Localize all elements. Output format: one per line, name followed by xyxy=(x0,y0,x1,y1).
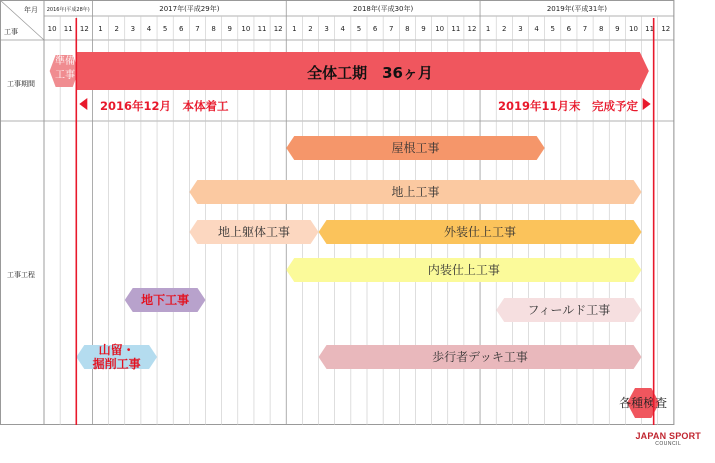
logo-line-2: COUNCIL xyxy=(655,441,682,447)
task-label: 内装仕上工事 xyxy=(427,263,500,277)
month-label: 2 xyxy=(308,25,313,33)
task-label: 地上工事 xyxy=(391,185,440,199)
month-label: 7 xyxy=(582,25,588,33)
month-label: 3 xyxy=(518,25,523,33)
month-label: 9 xyxy=(615,25,620,33)
month-label: 9 xyxy=(421,25,426,33)
month-label: 5 xyxy=(356,25,362,33)
month-label: 9 xyxy=(227,25,232,33)
month-label: 10 xyxy=(47,25,57,33)
month-label: 11 xyxy=(63,25,73,33)
month-label: 12 xyxy=(467,25,477,33)
month-label: 8 xyxy=(598,25,604,33)
month-label: 4 xyxy=(146,25,152,33)
month-label: 2 xyxy=(114,25,119,33)
task-label: 掘削工事 xyxy=(92,357,141,371)
start-marker-icon xyxy=(79,98,87,110)
task-label: フィールド工事 xyxy=(527,303,611,317)
start-label: 2016年12月 本体着工 xyxy=(100,99,229,113)
month-label: 10 xyxy=(435,25,445,33)
prep-work-label-1: 準備 xyxy=(55,56,75,67)
task-label: 屋根工事 xyxy=(391,141,440,155)
corner-label-bottom: 工事 xyxy=(4,28,18,36)
month-label: 2 xyxy=(502,25,507,33)
month-label: 12 xyxy=(79,25,89,33)
period-row-label: 工事期間 xyxy=(7,80,35,88)
month-label: 12 xyxy=(273,25,283,33)
task-bars xyxy=(76,136,667,418)
corner-label-top: 年月 xyxy=(24,6,38,14)
month-label: 7 xyxy=(388,25,394,33)
month-label: 10 xyxy=(629,25,638,33)
month-label: 8 xyxy=(405,25,410,33)
month-label: 3 xyxy=(130,25,136,33)
month-label: 6 xyxy=(566,25,572,33)
month-label: 4 xyxy=(534,25,539,33)
prep-work-label-2: 工事 xyxy=(55,70,75,81)
month-label: 11 xyxy=(645,25,655,33)
month-label: 4 xyxy=(340,25,346,33)
japan-sport-council-logo xyxy=(635,431,701,447)
month-label: 6 xyxy=(372,25,378,33)
total-period-label: 全体工期 36ヶ月 xyxy=(307,64,433,82)
year-label: 2018年(平成30年) xyxy=(353,5,414,13)
month-label: 3 xyxy=(324,25,329,33)
month-label: 5 xyxy=(162,25,168,33)
month-label: 8 xyxy=(211,25,216,33)
task-label: 山留・ xyxy=(98,343,135,357)
month-label: 6 xyxy=(179,25,184,33)
month-label: 11 xyxy=(257,25,267,33)
task-label: 地下工事 xyxy=(141,293,190,307)
task-label: 歩行者デッキ工事 xyxy=(432,350,528,364)
month-label: 1 xyxy=(292,25,297,33)
timeline-header xyxy=(4,4,670,36)
task-label: 各種検査 xyxy=(619,396,668,410)
end-label: 2019年11月末 完成予定 xyxy=(497,99,638,113)
construction-period-row xyxy=(7,52,651,113)
year-label: 2016年(平成28年) xyxy=(46,7,90,13)
month-label: 5 xyxy=(550,25,555,33)
month-label: 7 xyxy=(195,25,200,33)
year-label: 2019年(平成31年) xyxy=(546,5,608,13)
month-label: 1 xyxy=(485,25,491,33)
month-label: 10 xyxy=(241,25,251,33)
process-row-label: 工事工程 xyxy=(7,271,35,279)
logo-line-1: JAPAN SPORT xyxy=(635,431,701,441)
task-label: 外装仕上工事 xyxy=(444,225,517,239)
task-label: 地上躯体工事 xyxy=(217,225,290,239)
month-label: 11 xyxy=(451,25,461,33)
year-label: 2017年(平成29年) xyxy=(159,5,220,13)
month-label: 1 xyxy=(98,25,103,33)
month-label: 12 xyxy=(661,25,671,33)
end-marker-icon xyxy=(643,98,651,110)
